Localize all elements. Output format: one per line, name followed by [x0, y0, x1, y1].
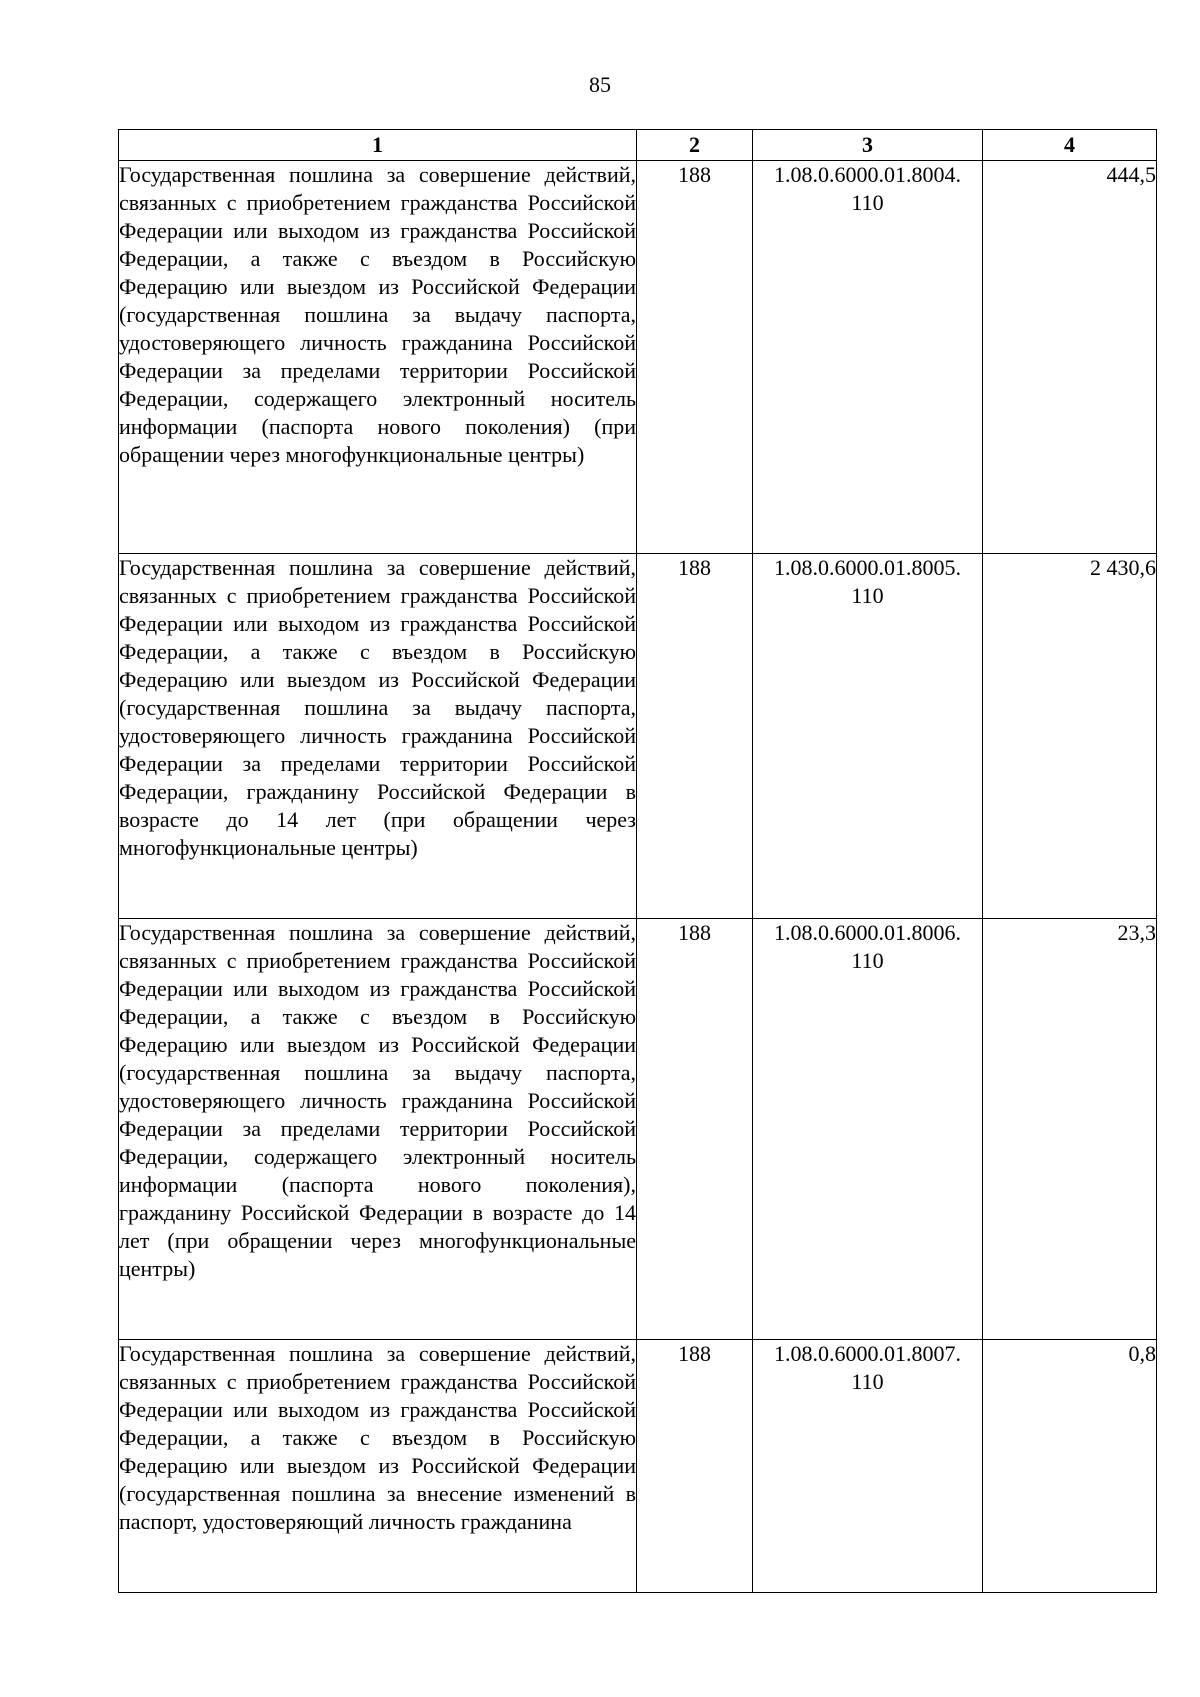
code-line-1: 1.08.0.6000.01.8004. — [774, 162, 961, 187]
administrator-code-cell: 188 — [637, 919, 753, 1340]
budget-classification-code-cell — [753, 1340, 983, 1593]
administrator-code-cell: 188 — [637, 1340, 753, 1593]
table-row — [119, 554, 1157, 919]
table-header-row — [119, 130, 1157, 161]
table-row — [119, 161, 1157, 554]
amount-cell: 0,8 — [983, 1340, 1157, 1593]
revenue-name-cell: Государственная пошлина за совершение действий, связанных с приобретением гражданства Российской Федерации или выходом из гражданства Российской Федерации, а также с въездом в Российскую Федерацию или выездом из Российской Федерации (государственная пошлина за выдачу паспорта, удостоверяющего личность гражданина Российской Федерации за пределами территории Российской Федерации, содержащего электронный носитель информации (паспорта нового поколения) (при обращении через многофункциональные центры) — [119, 161, 637, 554]
code-line-2: 110 — [851, 583, 884, 608]
amount-cell: 2 430,6 — [983, 554, 1157, 919]
table-row — [119, 1340, 1157, 1593]
code-line-2: 110 — [851, 1369, 884, 1394]
table-row — [119, 919, 1157, 1340]
administrator-code-cell: 188 — [637, 161, 753, 554]
column-header-2: 2 — [637, 130, 753, 161]
revenue-name-cell: Государственная пошлина за совершение действий, связанных с приобретением гражданства Российской Федерации или выходом из гражданства Российской Федерации, а также с въездом в Российскую Федерацию или выездом из Российской Федерации (государственная пошлина за выдачу паспорта, удостоверяющего личность гражданина Российской Федерации за пределами территории Российской Федерации, гражданину Российской Федерации в возрасте до 14 лет (при обращении через многофункциональные центры) — [119, 554, 637, 919]
revenue-name-cell: Государственная пошлина за совершение действий, связанных с приобретением гражданства Российской Федерации или выходом из гражданства Российской Федерации, а также с въездом в Российскую Федерацию или выездом из Российской Федерации (государственная пошлина за выдачу паспорта, удостоверяющего личность гражданина Российской Федерации за пределами территории Российской Федерации, содержащего электронный носитель информации (паспорта нового поколения), гражданину Российской Федерации в возрасте до 14 лет (при обращении через многофункциональные центры) — [119, 919, 637, 1340]
budget-classification-code-cell — [753, 161, 983, 554]
column-header-3: 3 — [753, 130, 983, 161]
code-line-1: 1.08.0.6000.01.8007. — [774, 1341, 961, 1366]
revenue-table — [118, 129, 1157, 1593]
column-header-1: 1 — [119, 130, 637, 161]
code-line-1: 1.08.0.6000.01.8006. — [774, 920, 961, 945]
amount-cell: 23,3 — [983, 919, 1157, 1340]
code-line-2: 110 — [851, 190, 884, 215]
budget-classification-code-cell — [753, 919, 983, 1340]
administrator-code-cell: 188 — [637, 554, 753, 919]
revenue-name-cell: Государственная пошлина за совершение действий, связанных с приобретением гражданства Российской Федерации или выходом из гражданства Российской Федерации, а также с въездом в Российскую Федерацию или выездом из Российской Федерации (государственная пошлина за внесение изменений в паспорт, удостоверяющий личность гражданина — [119, 1340, 637, 1593]
page-number: 85 — [589, 72, 611, 97]
code-line-1: 1.08.0.6000.01.8005. — [774, 555, 961, 580]
code-line-2: 110 — [851, 948, 884, 973]
column-header-4: 4 — [983, 130, 1157, 161]
budget-classification-code-cell — [753, 554, 983, 919]
amount-cell: 444,5 — [983, 161, 1157, 554]
